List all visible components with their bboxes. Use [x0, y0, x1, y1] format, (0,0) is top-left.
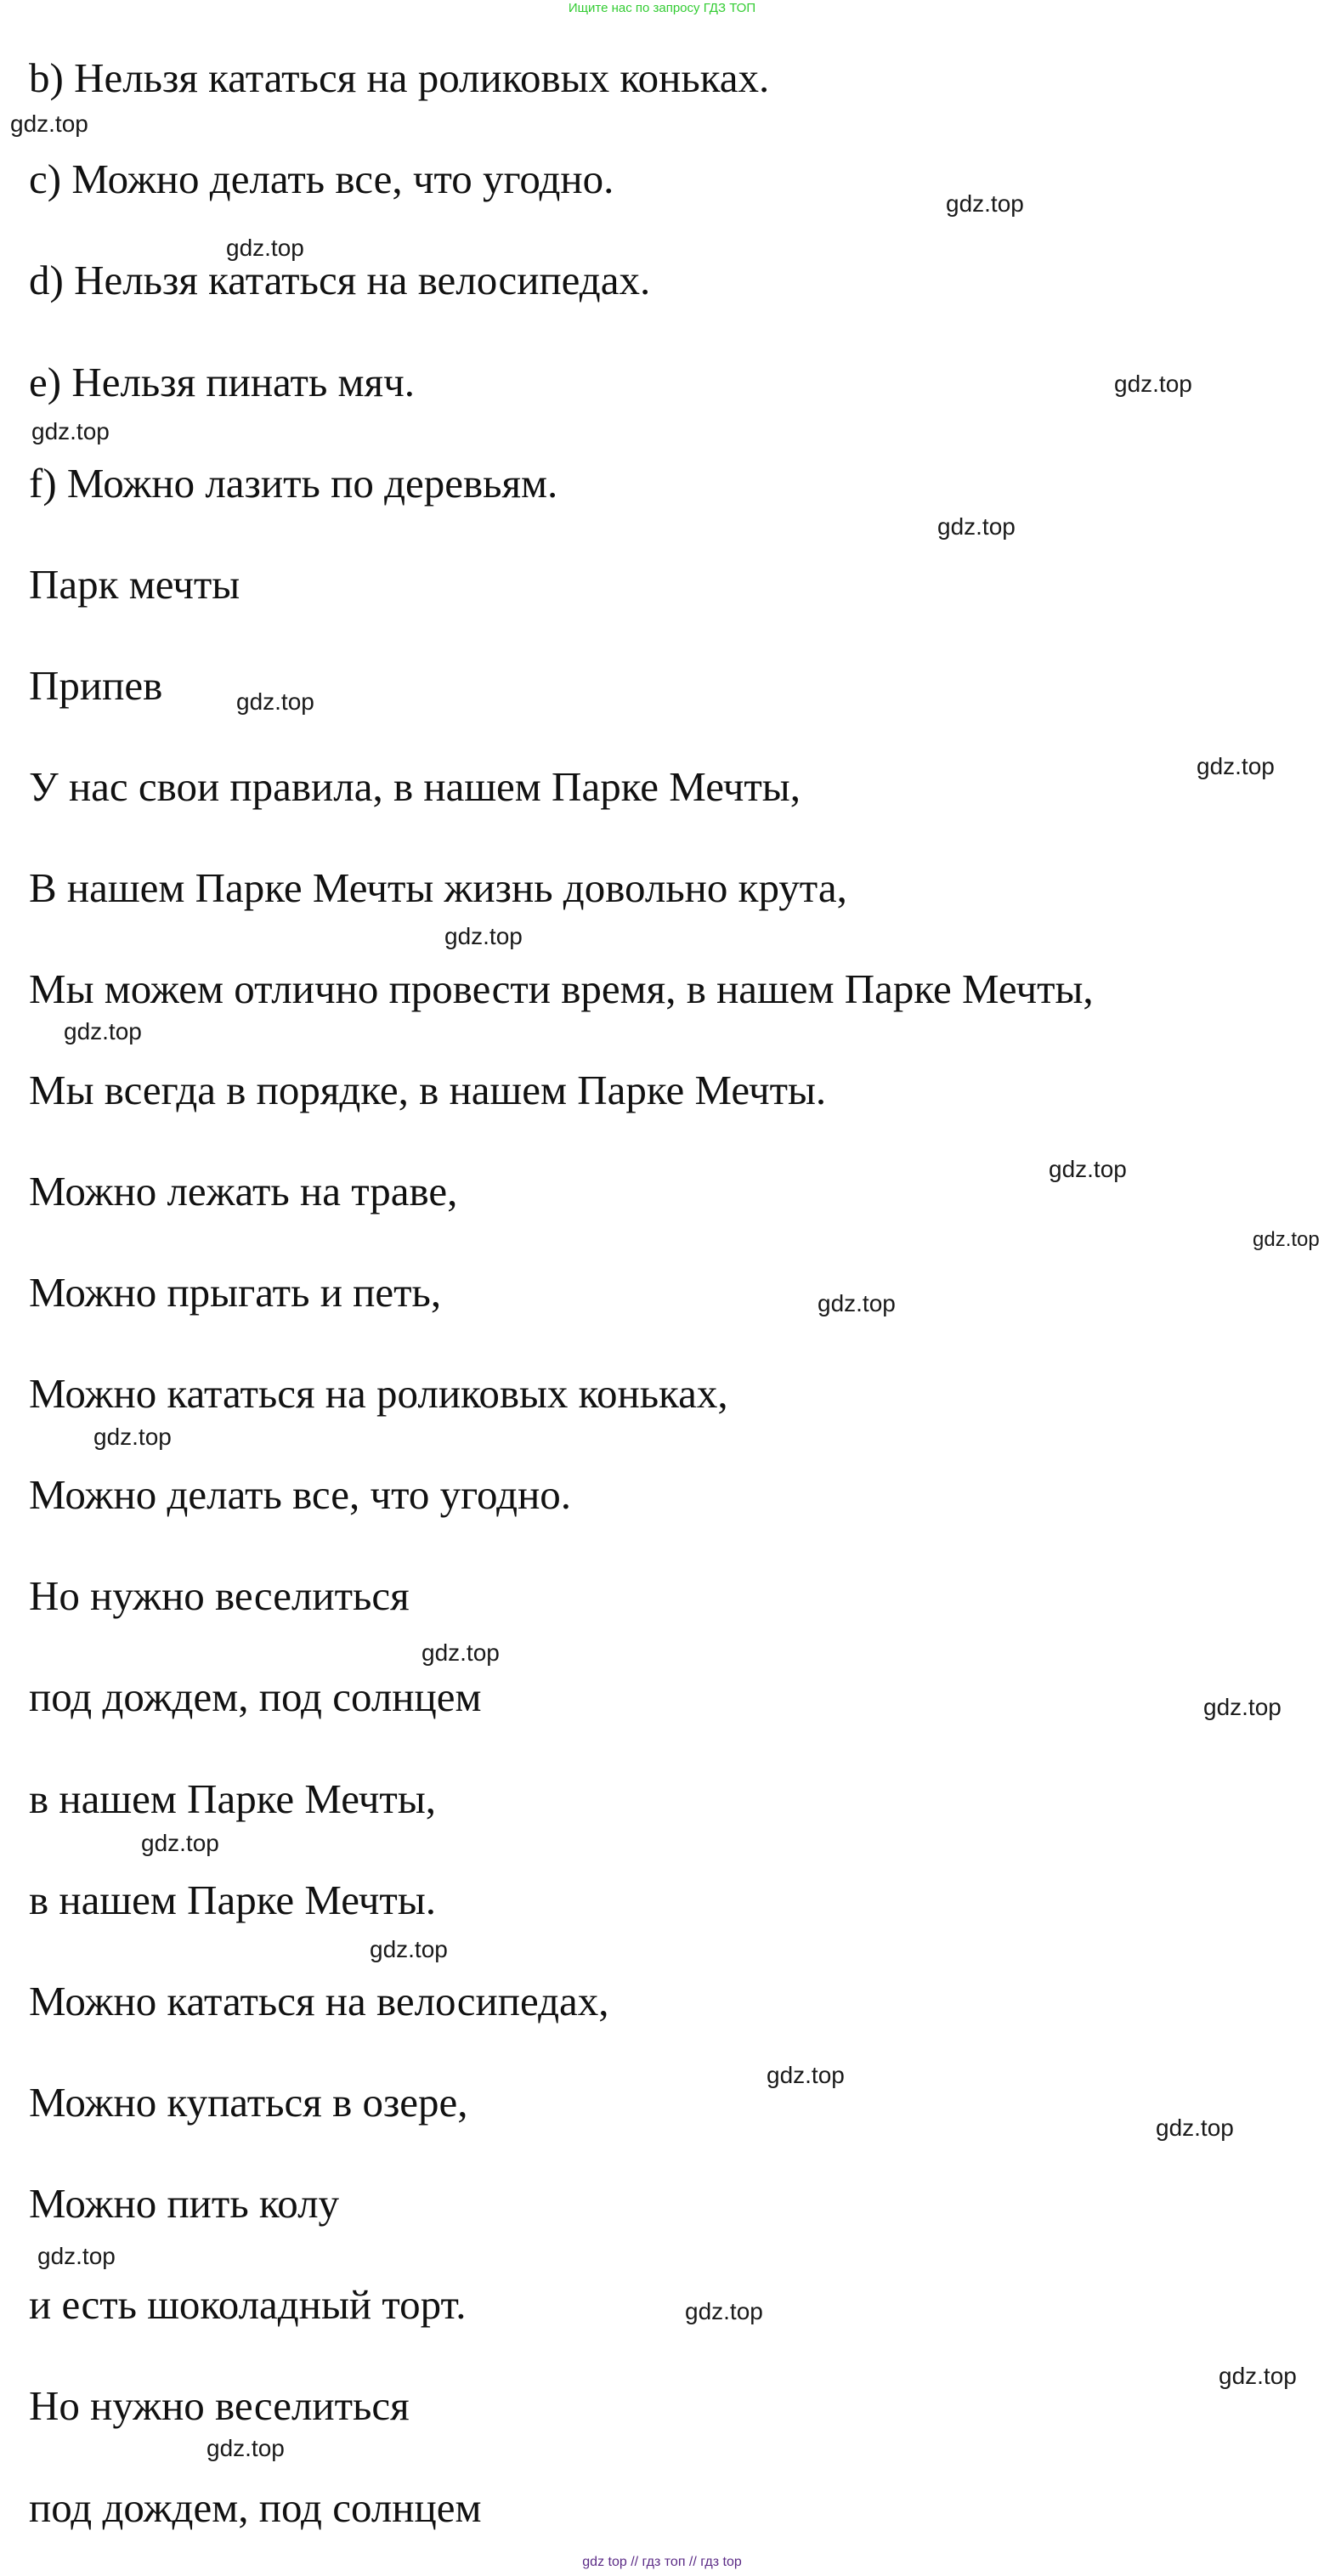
footer-links: gdz top // гдз топ // гдз top	[582, 2555, 742, 2569]
text-line: в нашем Парке Мечты,	[29, 1775, 436, 1822]
watermark: gdz.top	[31, 418, 110, 444]
text-line: e) Нельзя пинать мяч.	[29, 359, 415, 405]
text-line: b) Нельзя кататься на роликовых коньках.	[29, 54, 770, 101]
watermark: gdz.top	[207, 2435, 285, 2461]
watermark: gdz.top	[1156, 2115, 1234, 2141]
watermark: gdz.top	[422, 1639, 500, 1666]
watermark: gdz.top	[1203, 1694, 1282, 1720]
watermark: gdz.top	[937, 513, 1016, 540]
text-line: f) Можно лазить по деревьям.	[29, 460, 558, 507]
text-line: В нашем Парке Мечты жизнь довольно крута,	[29, 864, 847, 911]
watermark: gdz.top	[1049, 1156, 1127, 1182]
text-line: d) Нельзя кататься на велосипедах.	[29, 257, 651, 303]
watermark: gdz.top	[370, 1936, 448, 1962]
text-line: Можно кататься на роликовых коньках,	[29, 1370, 728, 1417]
text-line: в нашем Парке Мечты.	[29, 1877, 436, 1923]
text-line: Мы всегда в порядке, в нашем Парке Мечты.	[29, 1067, 827, 1113]
watermark: gdz.top	[444, 923, 523, 949]
text-line: Можно прыгать и петь,	[29, 1269, 442, 1316]
text-line: Парк мечты	[29, 561, 240, 608]
text-line: под дождем, под солнцем	[29, 2484, 482, 2531]
watermark: gdz.top	[1253, 1228, 1320, 1251]
text-line: Можно делать все, что угодно.	[29, 1471, 572, 1518]
watermark: gdz.top	[37, 2243, 116, 2269]
watermark: gdz.top	[64, 1018, 142, 1045]
text-line: Можно лежать на траве,	[29, 1168, 458, 1214]
watermark: gdz.top	[236, 688, 314, 715]
search-banner: Ищите нас по запросу ГДЗ ТОП	[568, 1, 756, 15]
watermark: gdz.top	[93, 1424, 172, 1450]
watermark: gdz.top	[10, 110, 88, 137]
watermark: gdz.top	[767, 2062, 845, 2088]
text-line: Можно кататься на велосипедах,	[29, 1978, 609, 2024]
watermark: gdz.top	[1197, 753, 1275, 779]
text-line: Можно пить колу	[29, 2180, 340, 2227]
watermark: gdz.top	[818, 1290, 896, 1316]
watermark: gdz.top	[685, 2298, 763, 2324]
text-line: Но нужно веселиться	[29, 1572, 410, 1619]
watermark: gdz.top	[141, 1830, 219, 1856]
text-line: c) Можно делать все, что угодно.	[29, 156, 614, 202]
watermark: gdz.top	[1219, 2363, 1297, 2389]
text-line: под дождем, под солнцем	[29, 1673, 482, 1720]
watermark: gdz.top	[946, 190, 1024, 217]
text-line: и есть шоколадный торт.	[29, 2281, 467, 2328]
text-line: Припев	[29, 662, 163, 709]
text-line: Но нужно веселиться	[29, 2382, 410, 2429]
text-line: У нас свои правила, в нашем Парке Мечты,	[29, 763, 801, 810]
text-line: Мы можем отлично провести время, в нашем Парке Мечты,	[29, 965, 1094, 1012]
text-line: Можно купаться в озере,	[29, 2079, 468, 2126]
watermark: gdz.top	[226, 235, 304, 261]
watermark: gdz.top	[1114, 371, 1192, 397]
